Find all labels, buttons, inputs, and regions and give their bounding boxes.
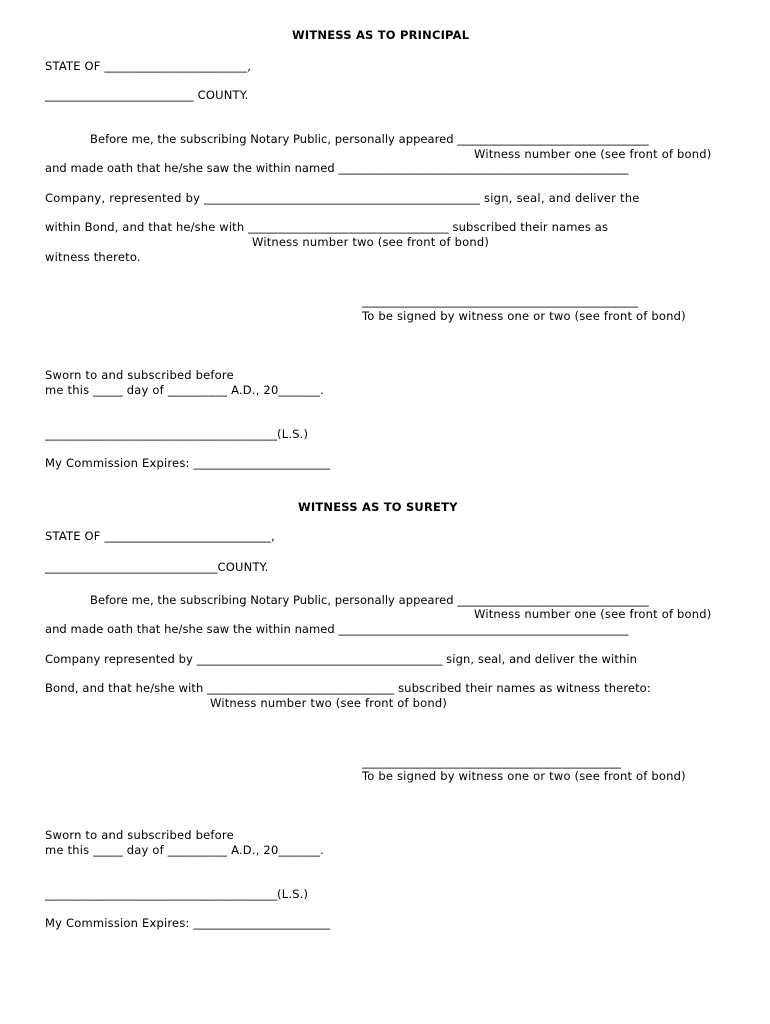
surety-witness-two-caption: Witness number two (see front of bond) [210,696,448,710]
principal-thereto-line: witness thereto. [45,250,141,264]
principal-state-line: STATE OF ________________________, [45,59,252,73]
principal-sworn-line-1: Sworn to and subscribed before [45,368,234,382]
surety-signature-line: _____________________________________________ [362,755,621,769]
principal-commission-line: My Commission Expires: _______________________ [45,456,331,470]
principal-county-line: _________________________ COUNTY. [45,88,249,102]
principal-ls-line: _______________________________________(L.S.) [45,427,309,441]
surety-county-line: _____________________________COUNTY. [45,560,269,574]
principal-witness-one-caption: Witness number one (see front of bond) [474,147,712,161]
principal-sworn-line-2: me this _____ day of __________ A.D., 20_______. [45,383,324,397]
principal-bond-line: within Bond, and that he/she with __________________________________ subscribed their names as [45,220,609,234]
surety-bond-line: Bond, and that he/she with ________________________________ subscribed their names as witness thereto: [45,681,651,695]
surety-commission-line: My Commission Expires: _______________________ [45,916,331,930]
surety-signature-caption: To be signed by witness one or two (see front of bond) [362,769,686,783]
surety-sworn-line-2: me this _____ day of __________ A.D., 20_______. [45,843,324,857]
principal-signature-line: ________________________________________________ [362,294,638,308]
surety-title: WITNESS AS TO SURETY [298,500,458,514]
principal-witness-two-caption: Witness number two (see front of bond) [252,235,490,249]
surety-sworn-line-1: Sworn to and subscribed before [45,828,234,842]
surety-ls-line: _______________________________________(L.S.) [45,887,309,901]
surety-company-line: Company represented by __________________________________________ sign, seal, and deliver the within [45,652,638,666]
principal-oath-line: and made oath that he/she saw the within named __________________________________________________ [45,161,629,175]
principal-title: WITNESS AS TO PRINCIPAL [292,28,470,42]
principal-company-line: Company, represented by ______________________________________________ sign, seal, and deliver the [45,191,640,205]
principal-appeared-line: Before me, the subscribing Notary Public, personally appeared _________________________________ [90,132,649,146]
principal-signature-caption: To be signed by witness one or two (see front of bond) [362,309,686,323]
surety-witness-one-caption: Witness number one (see front of bond) [474,607,712,621]
surety-state-line: STATE OF ____________________________, [45,529,275,543]
surety-oath-line: and made oath that he/she saw the within named __________________________________________________ [45,622,629,636]
surety-appeared-line: Before me, the subscribing Notary Public, personally appeared _________________________________ [90,593,649,607]
